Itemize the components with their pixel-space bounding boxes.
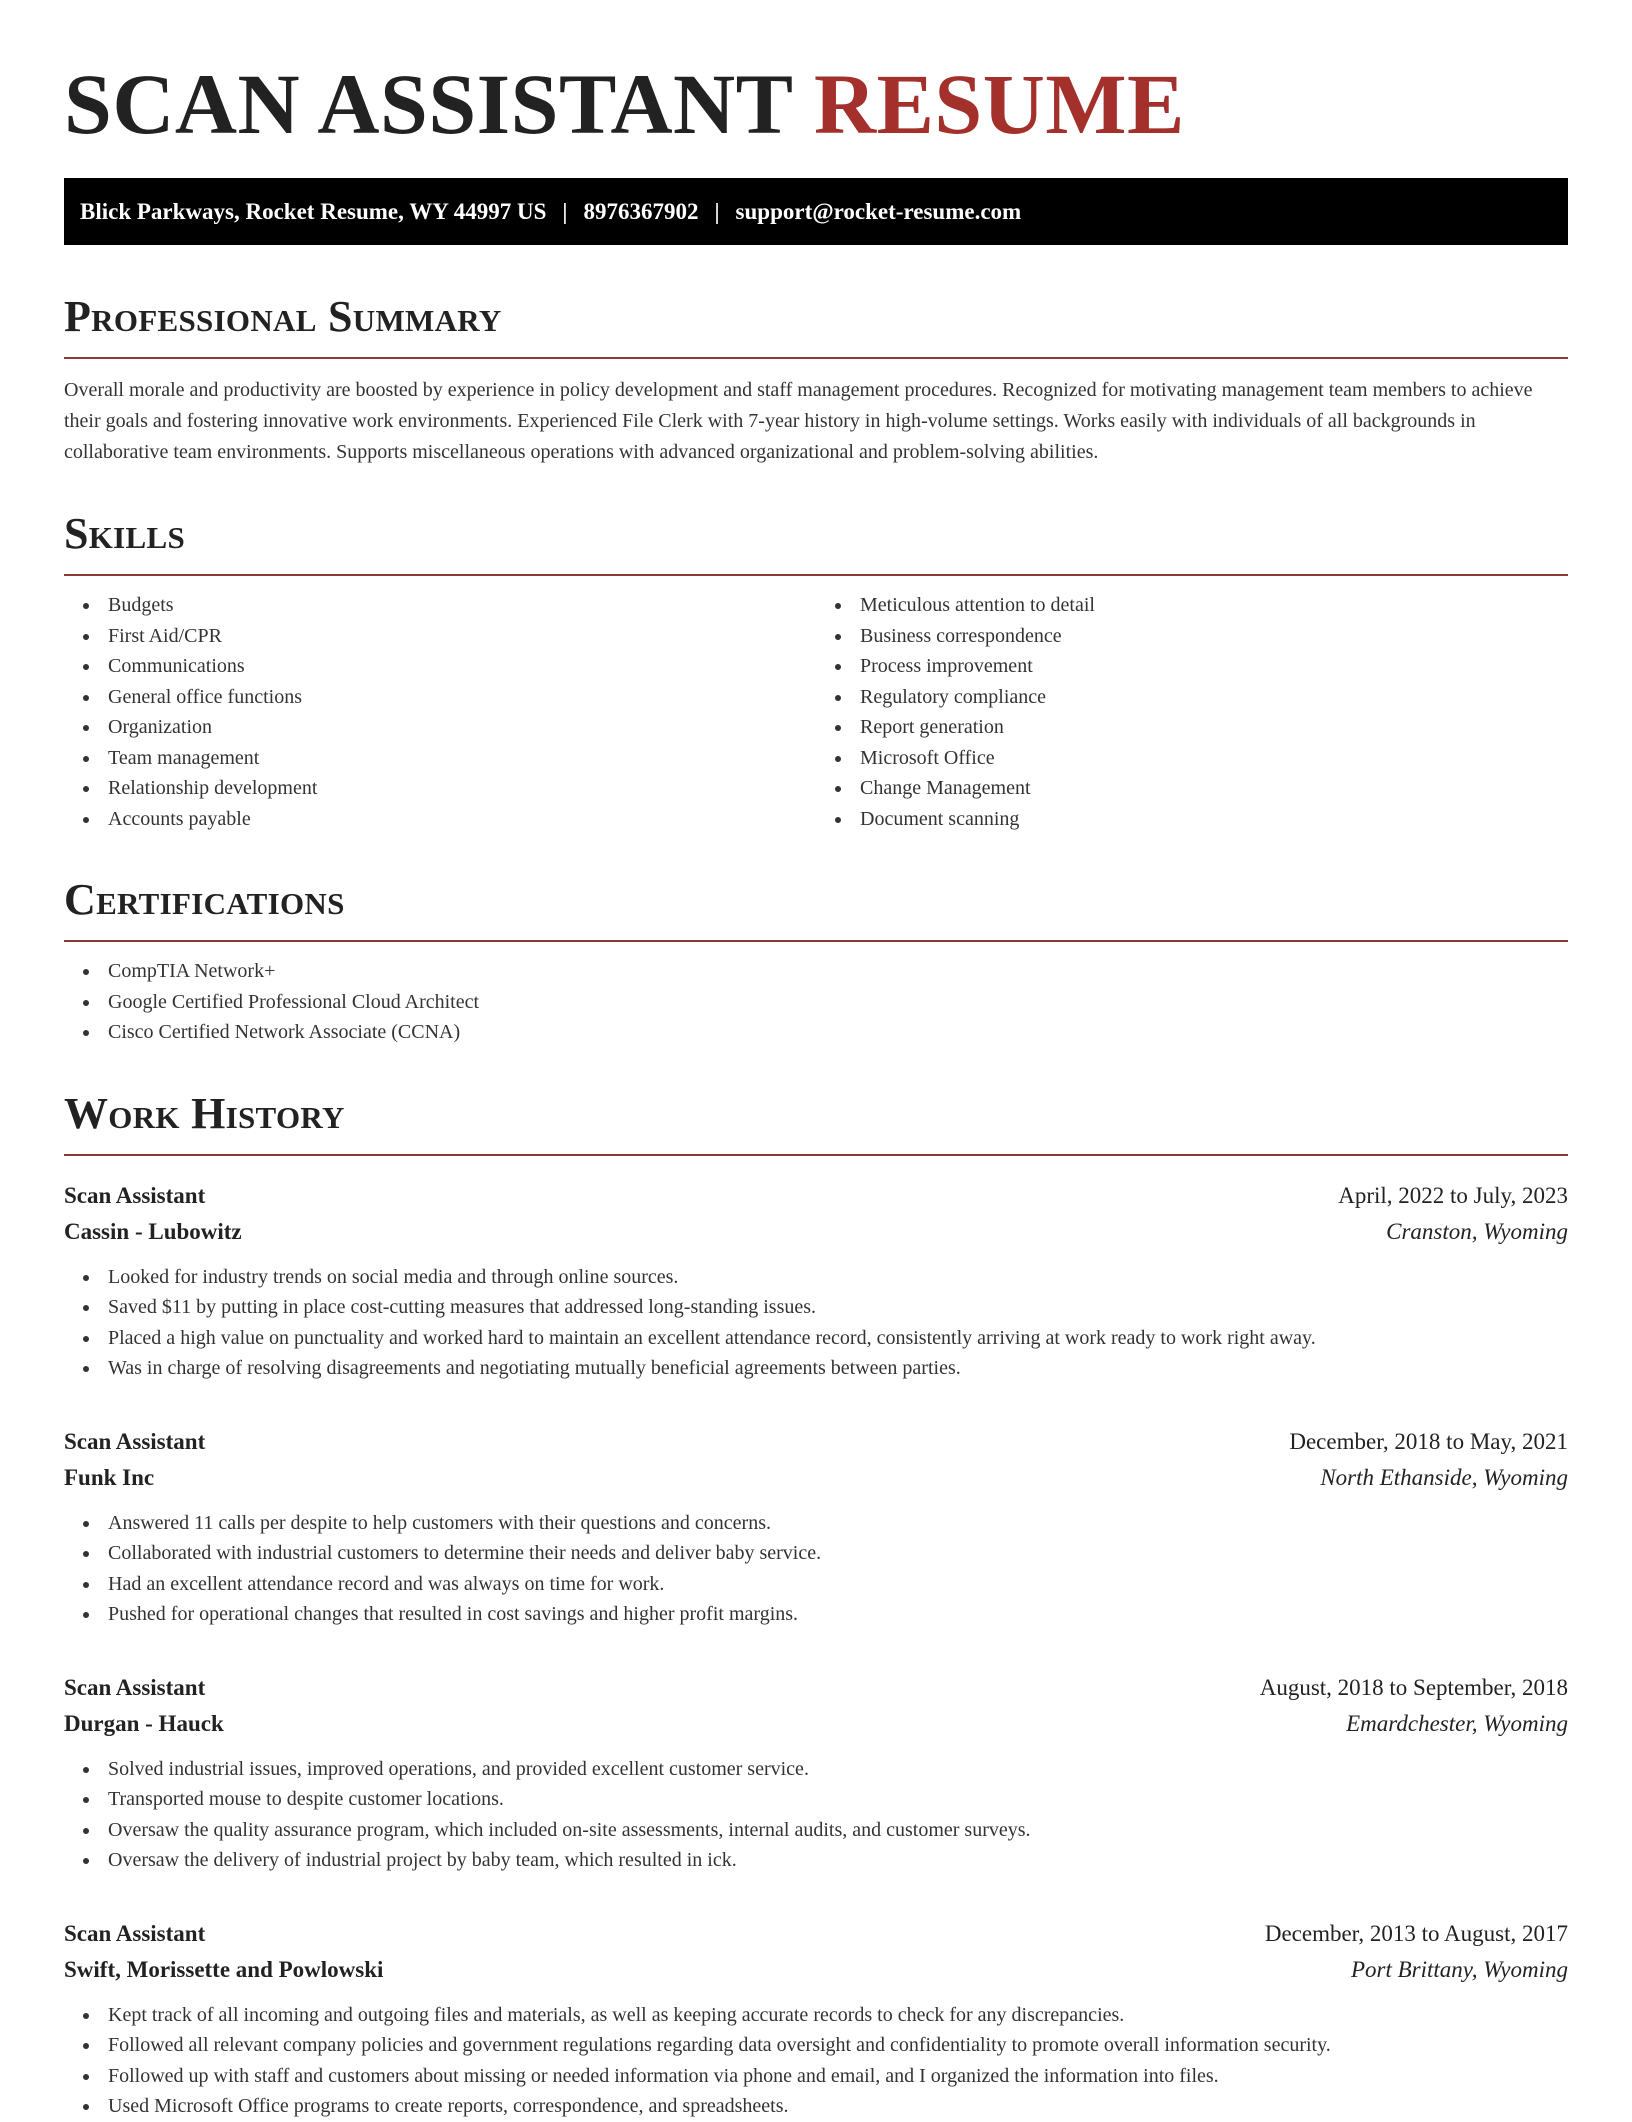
job-location: Port Brittany, Wyoming bbox=[1350, 1956, 1568, 1982]
title-accent: RESUME bbox=[813, 56, 1185, 152]
job-title-row bbox=[64, 1670, 1568, 1706]
skill-item: Organization bbox=[64, 712, 816, 743]
job-bullet: Oversaw the delivery of industrial project by baby team, which resulted in ick. bbox=[64, 1845, 1568, 1876]
skill-item: Document scanning bbox=[816, 804, 1568, 835]
job-bullet: Followed all relevant company policies and government regulations regarding data oversight and confidentiality to promote overall information security. bbox=[64, 2030, 1568, 2061]
contact-separator: | bbox=[562, 198, 568, 224]
skill-item: Process improvement bbox=[816, 651, 1568, 682]
job-company: Swift, Morissette and Powlowski bbox=[64, 1956, 384, 1982]
job-bullet: Transported mouse to despite customer locations. bbox=[64, 1784, 1568, 1815]
job-bullet: Looked for industry trends on social media and through online sources. bbox=[64, 1262, 1568, 1293]
skills-list-right bbox=[816, 590, 1568, 834]
job-bullet: Followed up with staff and customers about missing or needed information via phone and email, and I organized the information into files. bbox=[64, 2061, 1568, 2092]
job-location: North Ethanside, Wyoming bbox=[1320, 1464, 1568, 1490]
job-title-row bbox=[64, 1178, 1568, 1214]
job-company-row bbox=[64, 1706, 1568, 1742]
job-dates: December, 2013 to August, 2017 bbox=[1264, 1920, 1568, 1946]
contact-email: support@rocket-resume.com bbox=[735, 198, 1022, 224]
job-entry bbox=[64, 1178, 1568, 1384]
job-title-row bbox=[64, 1916, 1568, 1952]
job-entry bbox=[64, 1670, 1568, 1876]
job-bullets bbox=[64, 1508, 1568, 1630]
job-company-row bbox=[64, 1952, 1568, 1988]
job-bullet: Had an excellent attendance record and was always on time for work. bbox=[64, 1569, 1568, 1600]
summary-text: Overall morale and productivity are boosted by experience in policy development and staff management procedures. Recognized for motivating management team members to achieve their goals and fostering innovative work environments. Experienced File Clerk with 7-year history in high-volume settings. Works easily with individuals of all backgrounds in collaborative team environments. Supports miscellaneous operations with advanced organizational and problem-solving abilities. bbox=[64, 379, 1533, 463]
job-company: Cassin - Lubowitz bbox=[64, 1218, 242, 1244]
job-bullets bbox=[64, 1262, 1568, 1384]
section-heading: Professional Summary bbox=[64, 292, 502, 341]
skills-grid bbox=[64, 576, 1568, 834]
job-entry bbox=[64, 1916, 1568, 2122]
certifications-section bbox=[64, 874, 1568, 1048]
job-bullet: Collaborated with industrial customers to determine their needs and deliver baby service. bbox=[64, 1538, 1568, 1569]
section-heading: Work History bbox=[64, 1088, 345, 1138]
job-bullet: Oversaw the quality assurance program, which included on-site assessments, internal audits, and customer surveys. bbox=[64, 1815, 1568, 1846]
section-heading: Certifications bbox=[64, 875, 345, 924]
job-company: Funk Inc bbox=[64, 1464, 155, 1490]
job-company-row bbox=[64, 1214, 1568, 1250]
skill-item: Meticulous attention to detail bbox=[816, 590, 1568, 621]
skill-item: Team management bbox=[64, 743, 816, 774]
job-location: Emardchester, Wyoming bbox=[1346, 1710, 1568, 1736]
job-bullet: Was in charge of resolving disagreements and negotiating mutually beneficial agreements between parties. bbox=[64, 1353, 1568, 1384]
contact-bar bbox=[64, 178, 1568, 245]
skill-item: Microsoft Office bbox=[816, 743, 1568, 774]
job-bullet: Saved $11 by putting in place cost-cutting measures that addressed long-standing issues. bbox=[64, 1292, 1568, 1323]
job-dates: August, 2018 to September, 2018 bbox=[1259, 1674, 1568, 1700]
skill-item: Business correspondence bbox=[816, 621, 1568, 652]
contact-address: Blick Parkways, Rocket Resume, WY 44997 US bbox=[80, 198, 547, 224]
job-location: Cranston, Wyoming bbox=[1386, 1218, 1568, 1244]
job-bullet: Solved industrial issues, improved operations, and provided excellent customer service. bbox=[64, 1754, 1568, 1785]
job-company-row bbox=[64, 1460, 1568, 1496]
job-bullet: Pushed for operational changes that resulted in cost savings and higher profit margins. bbox=[64, 1599, 1568, 1630]
job-bullets bbox=[64, 1754, 1568, 1876]
skill-item: Communications bbox=[64, 651, 816, 682]
skill-item: Report generation bbox=[816, 712, 1568, 743]
certification-item: CompTIA Network+ bbox=[64, 956, 1568, 987]
skills-list-left bbox=[64, 590, 816, 834]
job-dates: December, 2018 to May, 2021 bbox=[1289, 1428, 1568, 1454]
resume-title bbox=[64, 56, 1568, 152]
job-title: Scan Assistant bbox=[64, 1182, 206, 1208]
job-title: Scan Assistant bbox=[64, 1428, 206, 1454]
skills-section bbox=[64, 508, 1568, 834]
skill-item: Change Management bbox=[816, 773, 1568, 804]
job-title: Scan Assistant bbox=[64, 1674, 206, 1700]
skill-item: First Aid/CPR bbox=[64, 621, 816, 652]
contact-separator: | bbox=[714, 198, 720, 224]
job-bullet: Answered 11 calls per despite to help customers with their questions and concerns. bbox=[64, 1508, 1568, 1539]
skill-item: General office functions bbox=[64, 682, 816, 713]
job-company: Durgan - Hauck bbox=[64, 1710, 224, 1736]
job-dates: April, 2022 to July, 2023 bbox=[1338, 1182, 1568, 1208]
title-main: SCAN ASSISTANT bbox=[64, 56, 792, 152]
job-entry bbox=[64, 1424, 1568, 1630]
certification-item: Cisco Certified Network Associate (CCNA) bbox=[64, 1017, 1568, 1048]
job-title: Scan Assistant bbox=[64, 1920, 206, 1946]
skill-item: Budgets bbox=[64, 590, 816, 621]
certification-item: Google Certified Professional Cloud Architect bbox=[64, 987, 1568, 1018]
skill-item: Regulatory compliance bbox=[816, 682, 1568, 713]
section-divider bbox=[64, 357, 1568, 359]
section-divider bbox=[64, 940, 1568, 942]
section-divider bbox=[64, 1154, 1568, 1156]
section-heading: Skills bbox=[64, 509, 186, 558]
job-bullets bbox=[64, 2000, 1568, 2122]
certifications-list bbox=[64, 956, 1568, 1048]
job-title-row bbox=[64, 1424, 1568, 1460]
work-history-section bbox=[64, 1088, 1568, 2122]
skill-item: Relationship development bbox=[64, 773, 816, 804]
contact-phone: 8976367902 bbox=[583, 198, 699, 224]
skill-item: Accounts payable bbox=[64, 804, 816, 835]
professional-summary-section bbox=[64, 291, 1568, 468]
job-bullet: Placed a high value on punctuality and worked hard to maintain an excellent attendance record, consistently arriving at work ready to work right away. bbox=[64, 1323, 1568, 1354]
job-bullet: Kept track of all incoming and outgoing files and materials, as well as keeping accurate records to check for any discrepancies. bbox=[64, 2000, 1568, 2031]
job-bullet: Used Microsoft Office programs to create reports, correspondence, and spreadsheets. bbox=[64, 2091, 1568, 2122]
